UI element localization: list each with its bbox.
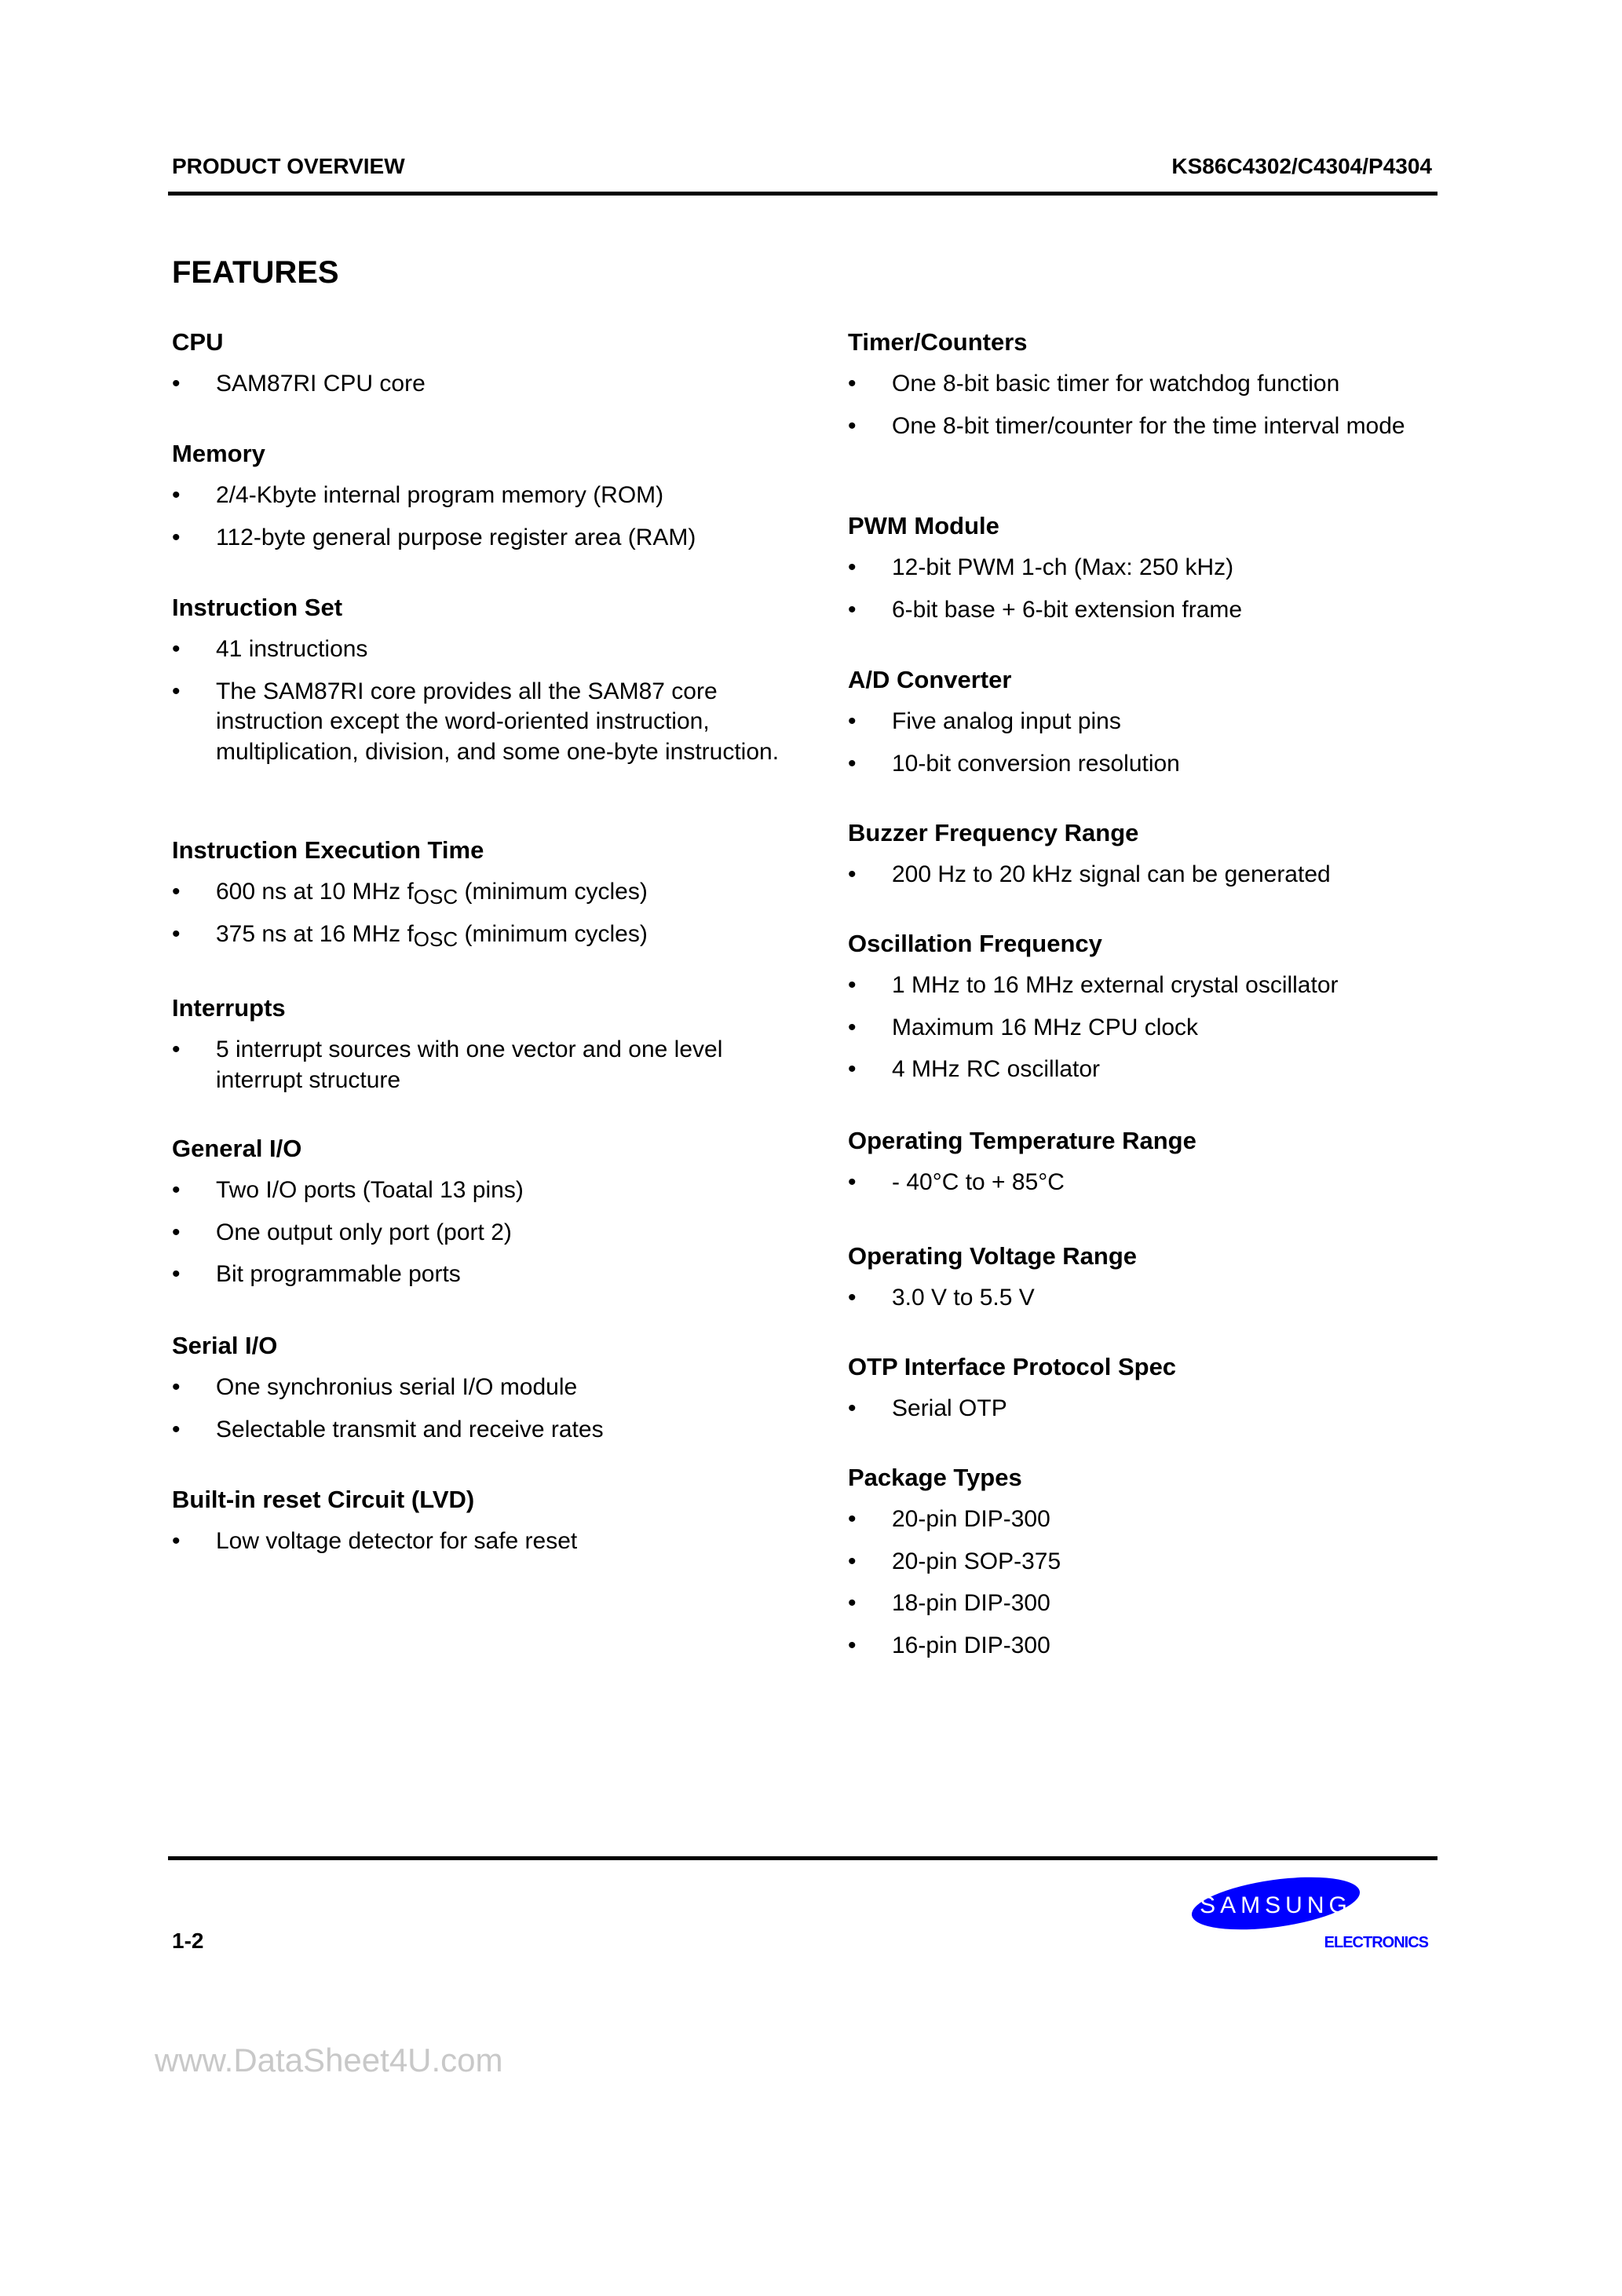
bullet-icon: •: [848, 972, 857, 998]
section-title: General I/O: [172, 1135, 302, 1162]
section-title: Package Types: [848, 1464, 1022, 1491]
header-rule: [168, 192, 1438, 196]
svg-text:ELECTRONICS: ELECTRONICS: [1324, 1934, 1428, 1951]
section-title: OTP Interface Protocol Spec: [848, 1353, 1177, 1380]
bullet-icon: •: [172, 1261, 181, 1287]
bullet-icon: •: [172, 678, 181, 704]
section-title: A/D Converter: [848, 666, 1012, 693]
feature-section: [848, 1351, 1460, 1436]
bullet-icon: •: [848, 1506, 857, 1532]
bullet-icon: •: [848, 1590, 857, 1616]
bullet-icon: •: [172, 636, 181, 662]
list-item: [848, 553, 1460, 583]
list-item: [172, 481, 784, 511]
bullet-icon: •: [848, 1014, 857, 1040]
list-item: [848, 749, 1460, 780]
section-title: Buzzer Frequency Range: [848, 819, 1139, 846]
list-item: [172, 1175, 784, 1206]
bullet-icon: •: [172, 920, 181, 947]
feature-section: [848, 928, 1460, 1097]
feature-section: [848, 1462, 1460, 1673]
bullet-icon: •: [848, 708, 857, 734]
bullet-icon: •: [848, 596, 857, 623]
list-item: [848, 1168, 1460, 1198]
section-title: CPU: [172, 328, 224, 356]
item-text: 4 MHz RC oscillator: [892, 1056, 1101, 1082]
page-title: FEATURES: [172, 255, 339, 290]
list-item: [172, 634, 784, 665]
subscript-text: OSC: [413, 885, 458, 909]
item-text: 18-pin DIP-300: [892, 1590, 1050, 1616]
list-item: [848, 1547, 1460, 1578]
list-item: [848, 369, 1460, 400]
feature-section: [848, 327, 1460, 453]
feature-section: [848, 510, 1460, 637]
item-text: One output only port (port 2): [216, 1219, 512, 1245]
bullet-icon: •: [172, 1177, 181, 1203]
item-text: SAM87RI CPU core: [216, 371, 426, 397]
section-title: Instruction Set: [172, 594, 343, 621]
header-part-number: KS86C4302/C4304/P4304: [1171, 154, 1432, 178]
item-text: 5 interrupt sources with one vector and one level interrupt structure: [216, 1036, 723, 1093]
item-text: 12-bit PWM 1-ch (Max: 250 kHz): [892, 554, 1234, 580]
bullet-icon: •: [172, 1528, 181, 1554]
watermark: www.DataSheet4U.com: [155, 2042, 503, 2078]
header-section-title: PRODUCT OVERVIEW: [172, 154, 405, 178]
bullet-icon: •: [848, 1548, 857, 1574]
list-item: [848, 1013, 1460, 1044]
bullet-icon: •: [848, 1056, 857, 1082]
bullet-icon: •: [172, 879, 181, 905]
bullet-icon: •: [172, 1036, 181, 1062]
list-item: [172, 919, 784, 950]
item-text: Two I/O ports (Toatal 13 pins): [216, 1177, 524, 1203]
page-number: 1-2: [172, 1929, 204, 1953]
item-text: Selectable transmit and receive rates: [216, 1416, 604, 1442]
item-text: 1 MHz to 16 MHz external crystal oscillator: [892, 972, 1339, 998]
samsung-logo: [1189, 1875, 1441, 1965]
feature-section: [172, 438, 784, 565]
item-text: 2/4-Kbyte internal program memory (ROM): [216, 482, 664, 508]
list-item: [172, 1373, 784, 1403]
section-title: PWM Module: [848, 512, 999, 539]
item-text: 20-pin SOP-375: [892, 1548, 1061, 1574]
list-item: [848, 411, 1460, 442]
list-item: [848, 1504, 1460, 1535]
item-text: 375 ns at 16 MHz f: [216, 920, 414, 947]
bullet-icon: •: [848, 1285, 857, 1311]
feature-section: [172, 1133, 784, 1302]
feature-section: [172, 1484, 784, 1569]
list-item: [848, 860, 1460, 890]
item-text: One 8-bit basic timer for watchdog function: [892, 371, 1340, 397]
bullet-icon: •: [848, 861, 857, 887]
section-title: Built-in reset Circuit (LVD): [172, 1486, 475, 1513]
list-item: [848, 1055, 1460, 1085]
feature-section: [848, 664, 1460, 791]
section-title: Serial I/O: [172, 1332, 278, 1359]
item-text: 6-bit base + 6-bit extension frame: [892, 596, 1243, 623]
section-title: Timer/Counters: [848, 328, 1028, 356]
bullet-icon: •: [172, 1219, 181, 1245]
list-item: [172, 877, 784, 908]
bullet-icon: •: [848, 1395, 857, 1421]
svg-text:SAMSUNG: SAMSUNG: [1200, 1892, 1352, 1918]
feature-section: [172, 1330, 784, 1457]
list-item: [172, 677, 784, 768]
item-text: 16-pin DIP-300: [892, 1632, 1050, 1658]
bullet-icon: •: [172, 371, 181, 397]
feature-section: [172, 993, 784, 1107]
section-title: Operating Temperature Range: [848, 1127, 1196, 1154]
item-text: - 40°C to + 85°C: [892, 1169, 1065, 1195]
list-item: [848, 1394, 1460, 1424]
item-text: One synchronius serial I/O module: [216, 1374, 578, 1400]
section-title: Interrupts: [172, 994, 286, 1022]
section-title: Memory: [172, 440, 265, 467]
list-item: [848, 1589, 1460, 1619]
bullet-icon: •: [172, 1374, 181, 1400]
list-item: [172, 523, 784, 554]
item-text: 200 Hz to 20 kHz signal can be generated: [892, 861, 1331, 887]
bullet-icon: •: [848, 371, 857, 397]
bullet-icon: •: [172, 482, 181, 508]
item-text: Low voltage detector for safe reset: [216, 1528, 578, 1554]
list-item: [172, 1526, 784, 1557]
item-text: Five analog input pins: [892, 708, 1121, 734]
list-item: [172, 1035, 784, 1095]
list-item: [848, 1631, 1460, 1662]
item-text: (minimum cycles): [458, 879, 648, 905]
item-text: 20-pin DIP-300: [892, 1506, 1050, 1532]
section-title: Operating Voltage Range: [848, 1242, 1138, 1270]
feature-section: [172, 592, 784, 779]
footer-rule: [168, 1856, 1438, 1860]
bullet-icon: •: [848, 750, 857, 777]
feature-section: [172, 835, 784, 961]
subscript-text: OSC: [413, 927, 458, 951]
list-item: [848, 1283, 1460, 1314]
feature-section: [172, 327, 784, 411]
section-title: Oscillation Frequency: [848, 930, 1102, 957]
item-text: One 8-bit timer/counter for the time interval mode: [892, 412, 1405, 439]
feature-section: [848, 1241, 1460, 1325]
bullet-icon: •: [848, 1632, 857, 1658]
list-item: [172, 1260, 784, 1290]
list-item: [172, 369, 784, 400]
item-text: Bit programmable ports: [216, 1261, 461, 1287]
feature-section: [848, 817, 1460, 902]
item-text: Maximum 16 MHz CPU clock: [892, 1014, 1199, 1040]
list-item: [848, 707, 1460, 737]
bullet-icon: •: [172, 1416, 181, 1442]
item-text: Serial OTP: [892, 1395, 1007, 1421]
list-item: [848, 595, 1460, 626]
bullet-icon: •: [848, 1169, 857, 1195]
bullet-icon: •: [848, 412, 857, 439]
item-text: (minimum cycles): [458, 920, 648, 947]
item-text: 10-bit conversion resolution: [892, 750, 1180, 777]
item-text: 600 ns at 10 MHz f: [216, 879, 414, 905]
bullet-icon: •: [172, 524, 181, 550]
list-item: [848, 971, 1460, 1001]
item-text: 3.0 V to 5.5 V: [892, 1285, 1035, 1311]
bullet-icon: •: [848, 554, 857, 580]
section-title: Instruction Execution Time: [172, 836, 484, 864]
list-item: [172, 1415, 784, 1446]
item-text: 112-byte general purpose register area (RAM): [216, 524, 696, 550]
list-item: [172, 1218, 784, 1249]
item-text: The SAM87RI core provides all the SAM87 core instruction except the word-oriented instruction, multiplication, division, and some one-byte instruction.: [216, 678, 780, 765]
item-text: 41 instructions: [216, 636, 368, 662]
feature-section: [848, 1125, 1460, 1210]
